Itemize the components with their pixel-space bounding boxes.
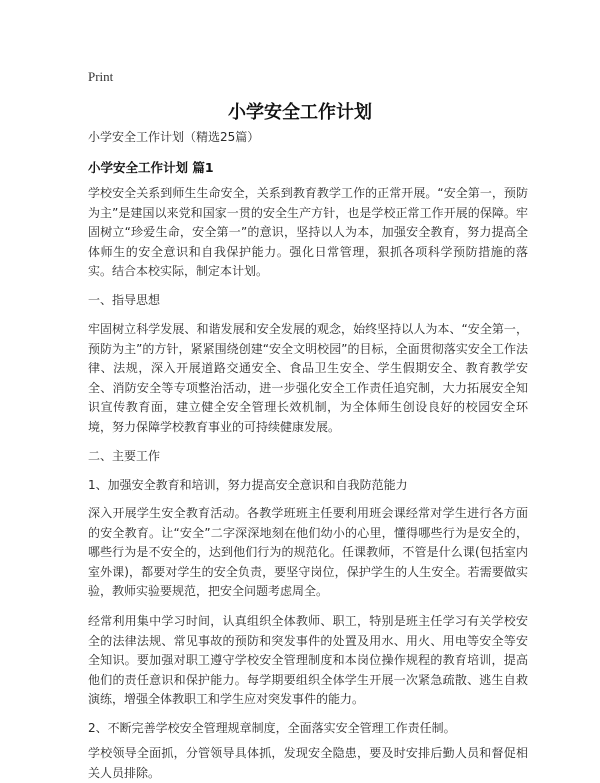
- item2-heading: 2、不断完善学校安全管理规章制度，全面落实安全管理工作责任制。: [88, 721, 456, 735]
- print-link[interactable]: Print: [88, 69, 114, 84]
- main-work-heading: 二、主要工作: [88, 449, 161, 463]
- guiding-paragraph: 牢固树立科学发展、和谐发展和安全发展的观念，始终坚持以人为本、“安全第一，预防为主”的方针，紧紧围绕创建“安全文明校园”的目标，全面贯彻落实安全工作法律、法规，深入开展道路交通安全、食品卫生安全、学生假期安全、教育教学安全、消防安全等专项整治活动，进一步强化安全工作责任追究制，大力拓展安全知识宣传教育面，建立健全安全管理长效机制，为全体师生创设良好的校园安全环境，努力保障学校教育事业的可持续健康发展。: [88, 322, 528, 434]
- item1-heading: 1、加强安全教育和培训，努力提高安全意识和自我防范能力: [88, 478, 408, 492]
- section-heading: 小学安全工作计划 篇1: [88, 160, 214, 175]
- item1-paragraph-1: 深入开展学生安全教育活动。各教学班班主任要利用班会课经常对学生进行各方面的安全教育。让“安全”二字深深地刻在他们幼小的心里，懂得哪些行为是安全的，哪些行为是不安全的，达到他们行为的规范化。任课教师，不管是什么课(包括室内室外课)，都要对学生的安全负责，要坚守岗位，保护学生的人生安全。若需要做实验，教师实验要规范，把安全问题考虑周全。: [88, 506, 528, 598]
- item1-paragraph-2: 经常利用集中学习时间，认真组织全体教师、职工，特别是班主任学习有关学校安全的法律法规、常见事故的预防和突发事件的处置及用水、用火、用电等安全等安全知识。要加强对职工遵守学校安全管理制度和本岗位操作规程的教育培训，提高他们的责任意识和保护能力。每学期要组织全体学生开展一次紧急疏散、逃生自救演练，增强全体教职工和学生应对突发事件的能力。: [88, 614, 528, 706]
- intro-paragraph: 学校安全关系到师生生命安全，关系到教育教学工作的正常开展。“安全第一，预防为主”是建国以来党和国家一贯的安全生产方针，也是学校正常工作开展的保障。牢固树立“珍爱生命，安全第一”的意识，坚持以人为本，加强安全教育，努力提高全体师生的安全意识和自我保护能力。强化日常管理，狠抓各项科学预防措施的落实。结合本校实际，制定本计划。: [88, 186, 528, 278]
- guiding-heading: 一、指导思想: [88, 293, 161, 307]
- document-title: 小学安全工作计划: [228, 102, 372, 123]
- document-subtitle: 小学安全工作计划（精选25篇）: [88, 130, 260, 144]
- item2-paragraph-1: 学校领导全面抓，分管领导具体抓，发现安全隐患，要及时安排后勤人员和督促相关人员排除。: [88, 746, 528, 780]
